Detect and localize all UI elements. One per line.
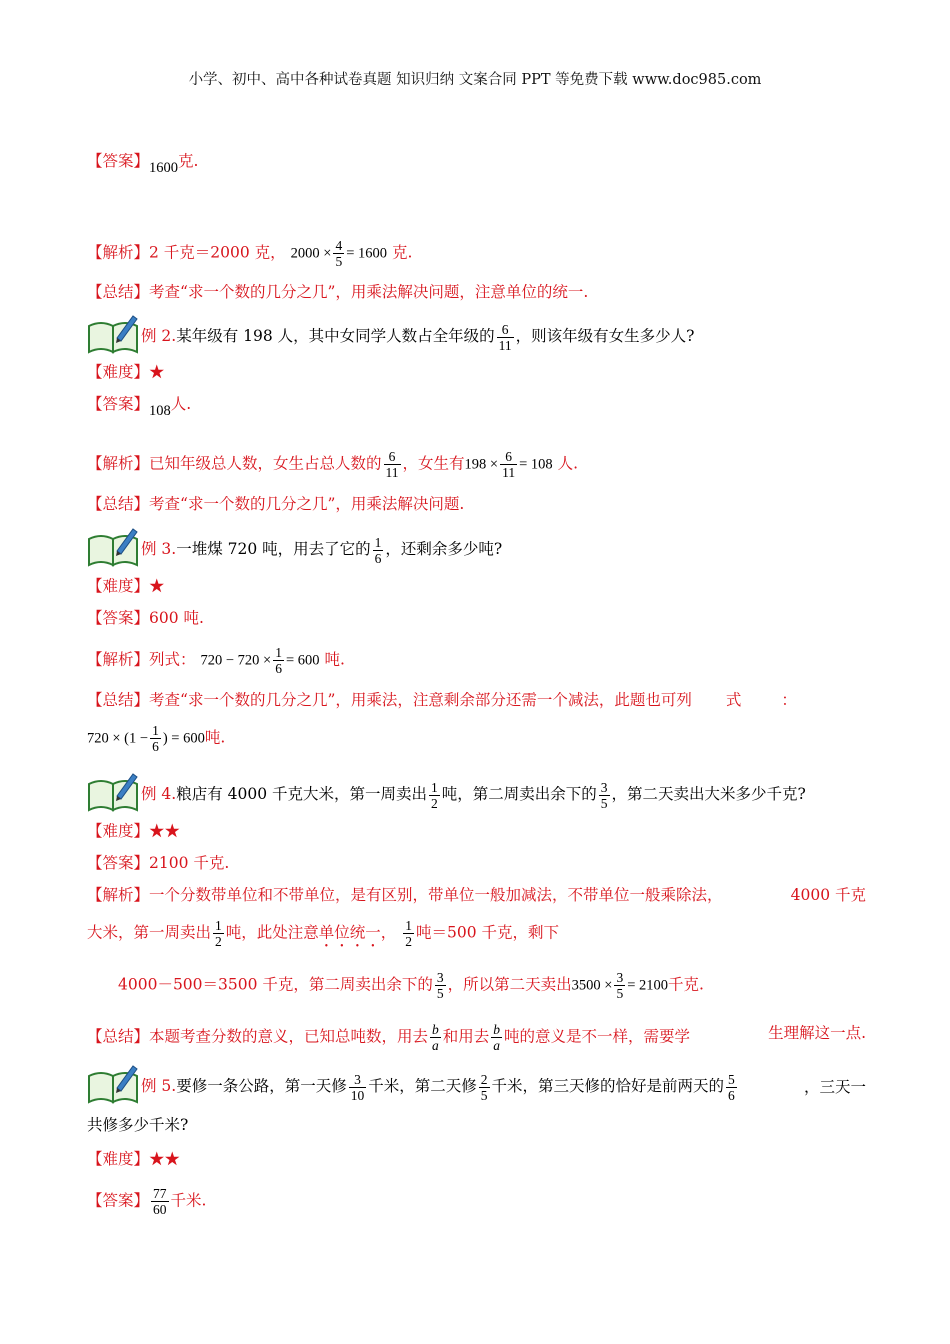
fraction: $\frac{77}{60}$	[153, 1186, 167, 1217]
fraction: $\frac{b}{a}$	[432, 1022, 439, 1053]
ex1-analysis: 【解析】2 千克＝2000 克， 2000 × $\frac{4}{5}$ = 1600 克.	[87, 238, 413, 269]
fraction: $\frac{1}{2}$	[215, 918, 222, 949]
ex2-difficulty: 【难度】★	[87, 363, 165, 381]
ex1-answer: 【答案】1600克.	[87, 152, 199, 176]
ex3-answer: 【答案】600 吨.	[87, 609, 204, 627]
ex4-answer: 【答案】2100 千克.	[87, 854, 230, 872]
difficulty-stars: ★★	[149, 1150, 181, 1168]
fraction: $\frac{1}{6}$	[152, 723, 159, 754]
ex5-question-line2: 共修多少千米?	[87, 1116, 189, 1134]
fraction: $\frac{3}{5}$	[616, 970, 624, 1001]
book-pencil-icon	[87, 1062, 139, 1104]
ex4-analysis-line3: 4000－500＝3500 千克，第二周卖出余下的 $\frac{3}{5}$ ，所以第二天卖出3500 × $\frac{3}{5}$ = 2100千克.	[118, 970, 704, 1001]
ex1-summary: 【总结】考查“求一个数的几分之几”，用乘法解决问题，注意单位的统一.	[87, 283, 589, 301]
ex4-analysis-line2: 大米，第一周卖出 $\frac{1}{2}$ 吨，此处注意单位统一， $\frac{1}{2}$ 吨＝500 千克，剩下	[87, 918, 560, 949]
page-header: 小学、初中、高中各种试卷真题 知识归纳 文案合同 PPT 等免费下载 www.doc985.com	[188, 72, 762, 88]
ex3-summary: 【总结】考查“求一个数的几分之几”，用乘法，注意剩余部分还需一个减法，此题也可列 式 ：	[87, 691, 797, 709]
fraction: $\frac{1}{2}$	[431, 779, 438, 811]
book-pencil-icon	[87, 312, 139, 354]
ex2-question: 例 2.某年级有 198 人，其中女同学人数占全年级的 $\frac{6}{11}$ ，则该年级有女生多少人?	[87, 316, 866, 358]
fraction: $\frac{1}{2}$	[405, 918, 412, 949]
fraction: $\frac{6}{11}$	[385, 449, 399, 480]
fraction: $\frac{1}{6}$	[374, 534, 382, 566]
book-pencil-icon	[87, 525, 139, 567]
ex3-summary-line2: 720 × (1 − $\frac{1}{6}$ ) = 600吨.	[87, 723, 226, 754]
difficulty-stars: ★★	[149, 822, 181, 840]
fraction: $\frac{3}{5}$	[600, 779, 608, 811]
ex4-analysis: 【解析】一个分数带单位和不带单位，是有区别，带单位一般加减法，不带单位一般乘除法， 4000 千克	[87, 886, 866, 904]
fraction: $\frac{3}{5}$	[436, 970, 444, 1001]
ex3-analysis: 【解析】列式： 720 − 720 × $\frac{1}{6}$ = 600 吨.	[87, 645, 345, 676]
ex4-difficulty: 【难度】★★	[87, 822, 181, 840]
ex4-summary: 【总结】本题考查分数的意义，已知总吨数，用去 $\frac{b}{a}$ 和用去 $\frac{b}{a}$ 吨的意义是不一样，需要学 生理解这一点.	[87, 1022, 866, 1053]
fraction: $\frac{6}{11}$	[502, 449, 516, 480]
ex2-answer: 【答案】108人.	[87, 395, 192, 419]
fraction: $\frac{b}{a}$	[493, 1022, 501, 1053]
fraction: $\frac{6}{11}$	[498, 321, 512, 353]
fraction: $\frac{5}{6}$	[728, 1071, 735, 1103]
ex3-question: 例 3.一堆煤 720 吨，用去了它的 $\frac{1}{6}$ ，还剩余多少吨?	[87, 529, 866, 571]
fraction: $\frac{4}{5}$	[335, 238, 343, 269]
ex3-difficulty: 【难度】★	[87, 577, 165, 595]
fraction: $\frac{2}{5}$	[480, 1071, 488, 1103]
difficulty-stars: ★	[149, 363, 165, 381]
ex2-analysis: 【解析】已知年级总人数，女生占总人数的 $\frac{6}{11}$ ，女生有198 × $\frac{6}{11}$ = 108 人.	[87, 449, 579, 480]
book-pencil-icon	[87, 770, 139, 812]
ex2-summary: 【总结】考查“求一个数的几分之几”，用乘法解决问题.	[87, 495, 465, 513]
ex4-question: 例 4.粮店有 4000 千克大米，第一周卖出 $\frac{1}{2}$ 吨，第二周卖出余下的 $\frac{3}{5}$ ，第二天卖出大米多少千克?	[87, 774, 866, 816]
ex5-difficulty: 【难度】★★	[87, 1150, 181, 1168]
ex5-answer: 【答案】 $\frac{77}{60}$ 千米.	[87, 1186, 207, 1217]
ex5-question: 例 5.要修一条公路，第一天修 $\frac{3}{10}$ 千米，第二天修 $\frac{2}{5}$ 千米，第三天修的恰好是前两天的 $\frac{5}{6}$ ，三天一	[87, 1066, 866, 1108]
difficulty-stars: ★	[149, 577, 165, 595]
fraction: $\frac{1}{6}$	[275, 645, 282, 676]
fraction: $\frac{3}{10}$	[350, 1071, 365, 1103]
